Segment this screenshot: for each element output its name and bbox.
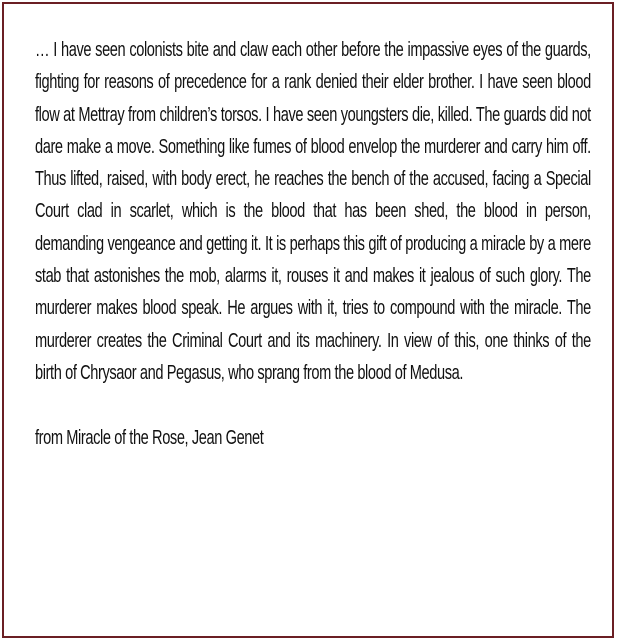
paragraph-spacer (35, 389, 591, 421)
quote-frame (2, 2, 614, 638)
quote-attribution: from Miracle of the Rose, Jean Genet (35, 426, 264, 449)
quote-text: … I have seen colonists bite and claw each other before the impassive eyes of the guards, fighting for reasons of precedence for a rank denied their elder brother. I have seen blood flow at Mettray from children’s torsos. I have seen youngsters die, killed. The guards did not dare make a move. Something like fumes of blood envelop the murderer and carry him off. Thus lifted, raised, with body erect, he reaches the bench of the accused, facing a Special Court clad in scarlet, which is the blood that has been shed, the blood in person, demanding vengeance and getting it. It is perhaps this gift of producing a miracle by a mere stab that astonishes the mob, alarms it, rouses it and makes it jealous of such glory. The murderer makes blood speak. He argues with it, tries to compound with the miracle. The murderer creates the Criminal Court and its machinery. In view of this, one thinks of the birth of Chrysaor and Pegasus, who sprang from the blood of Medusa. (35, 39, 591, 384)
quote-content (35, 34, 591, 454)
